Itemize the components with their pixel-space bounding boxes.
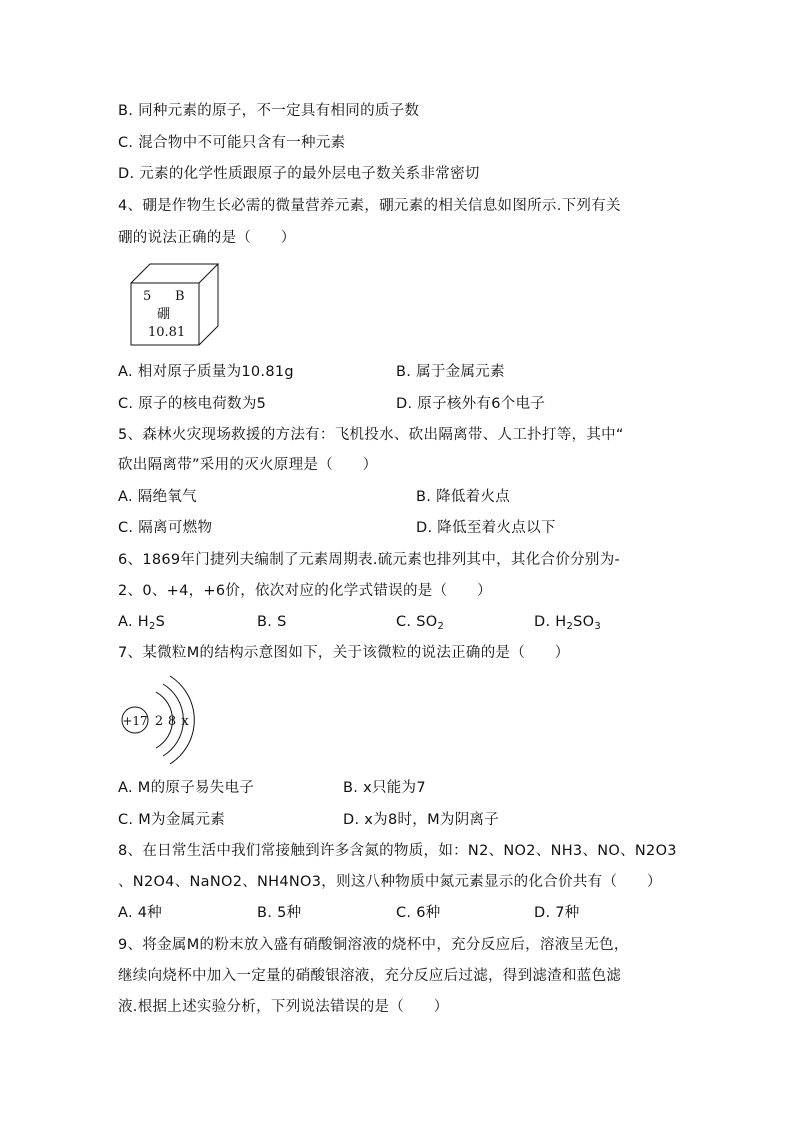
element-cell-side [199, 264, 218, 345]
q4-stem-line1: 4、硼是作物生长必需的微量营养元素，硼元素的相关信息如图所示.下列有关 [118, 198, 621, 214]
q6-stem-line1: 6、1869年门捷列夫编制了元素周期表.硫元素也排列其中，其化合价分别为- [118, 552, 621, 568]
q7-stem: 7、某微粒M的结构示意图如下，关于该微粒的说法正确的是（ ） [118, 645, 570, 661]
q3-option-d: D. 元素的化学性质跟原子的最外层电子数关系非常密切 [118, 166, 480, 182]
q8-option-c: C. 6种 [396, 905, 441, 921]
q8-option-a: A. 4种 [118, 905, 163, 921]
q7-option-c: C. M为金属元素 [118, 812, 226, 828]
nucleus-charge: +17 [122, 714, 148, 728]
q9-stem-line1: 9、将金属M的粉末放入盛有硝酸铜溶液的烧杯中，充分反应后，溶液呈无色， [118, 937, 629, 953]
atomic-number: 5 [143, 289, 152, 304]
q9-stem-line3: 液.根据上述实验分析，下列说法错误的是（ ） [118, 999, 449, 1015]
q4-option-b: B. 属于金属元素 [396, 364, 505, 380]
q8-stem-line2: 、N2O4、NaNO2、NH4NO3，则这八种物质中氮元素显示的化合价共有（ ） [118, 874, 662, 890]
atomic-structure-figure [118, 674, 198, 766]
q6-option-b: B. S [257, 614, 287, 630]
q7-option-b: B. x只能为7 [343, 780, 426, 796]
q4-option-d: D. 原子核外有6个电子 [396, 396, 546, 412]
q6-option-a: A. $H_2S$ [118, 614, 166, 632]
q5-option-d: D. 降低至着火点以下 [416, 520, 556, 536]
shell-2-electrons: 8 [167, 714, 177, 729]
q7-option-a: A. M的原子易失电子 [118, 780, 255, 796]
q4-option-c: C. 原子的核电荷数为5 [118, 396, 267, 412]
q6-stem-line2: 2、0、+4，+6价，依次对应的化学式错误的是（ ） [118, 583, 492, 599]
element-cell-figure [128, 262, 223, 348]
q8-stem-line1: 8、在日常生活中我们常接触到许多含氮的物质，如：N2、NO2、NH3、NO、N2O3 [118, 843, 677, 859]
q5-stem-line1: 5、森林火灾现场救援的方法有：飞机投水、砍出隔离带、人工扑打等，其中“ [118, 427, 624, 443]
q6-option-d: D. $H_2SO_3$ [534, 614, 602, 632]
q9-stem-line2: 继续向烧杯中加入一定量的硝酸银溶液，充分反应后过滤，得到滤渣和蓝色滤 [118, 968, 622, 984]
q4-option-a: A. 相对原子质量为10.81g [118, 364, 294, 380]
atomic-mass: 10.81 [148, 325, 186, 340]
shell-1-electrons: 2 [154, 714, 164, 729]
q5-option-a: A. 隔绝氧气 [118, 489, 197, 505]
q3-option-b: B. 同种元素的原子，不一定具有相同的质子数 [118, 103, 420, 119]
element-cell-top [131, 264, 218, 283]
q5-option-b: B. 降低着火点 [416, 489, 511, 505]
shell-3-electrons: x [181, 714, 189, 729]
q7-option-d: D. x为8时，M为阴离子 [343, 812, 500, 828]
q5-stem-line2: 砍出隔离带”采用的灭火原理是（ ） [118, 457, 378, 473]
element-name: 硼 [157, 307, 171, 322]
q8-option-b: B. 5种 [257, 905, 302, 921]
q8-option-d: D. 7种 [534, 905, 580, 921]
q4-stem-line2: 硼的说法正确的是（ ） [118, 230, 296, 246]
q3-option-c: C. 混合物中不可能只含有一种元素 [118, 135, 346, 151]
element-symbol: B [175, 289, 185, 304]
q6-option-c: C. $SO_2$ [396, 614, 445, 632]
q5-option-c: C. 隔离可燃物 [118, 520, 213, 536]
